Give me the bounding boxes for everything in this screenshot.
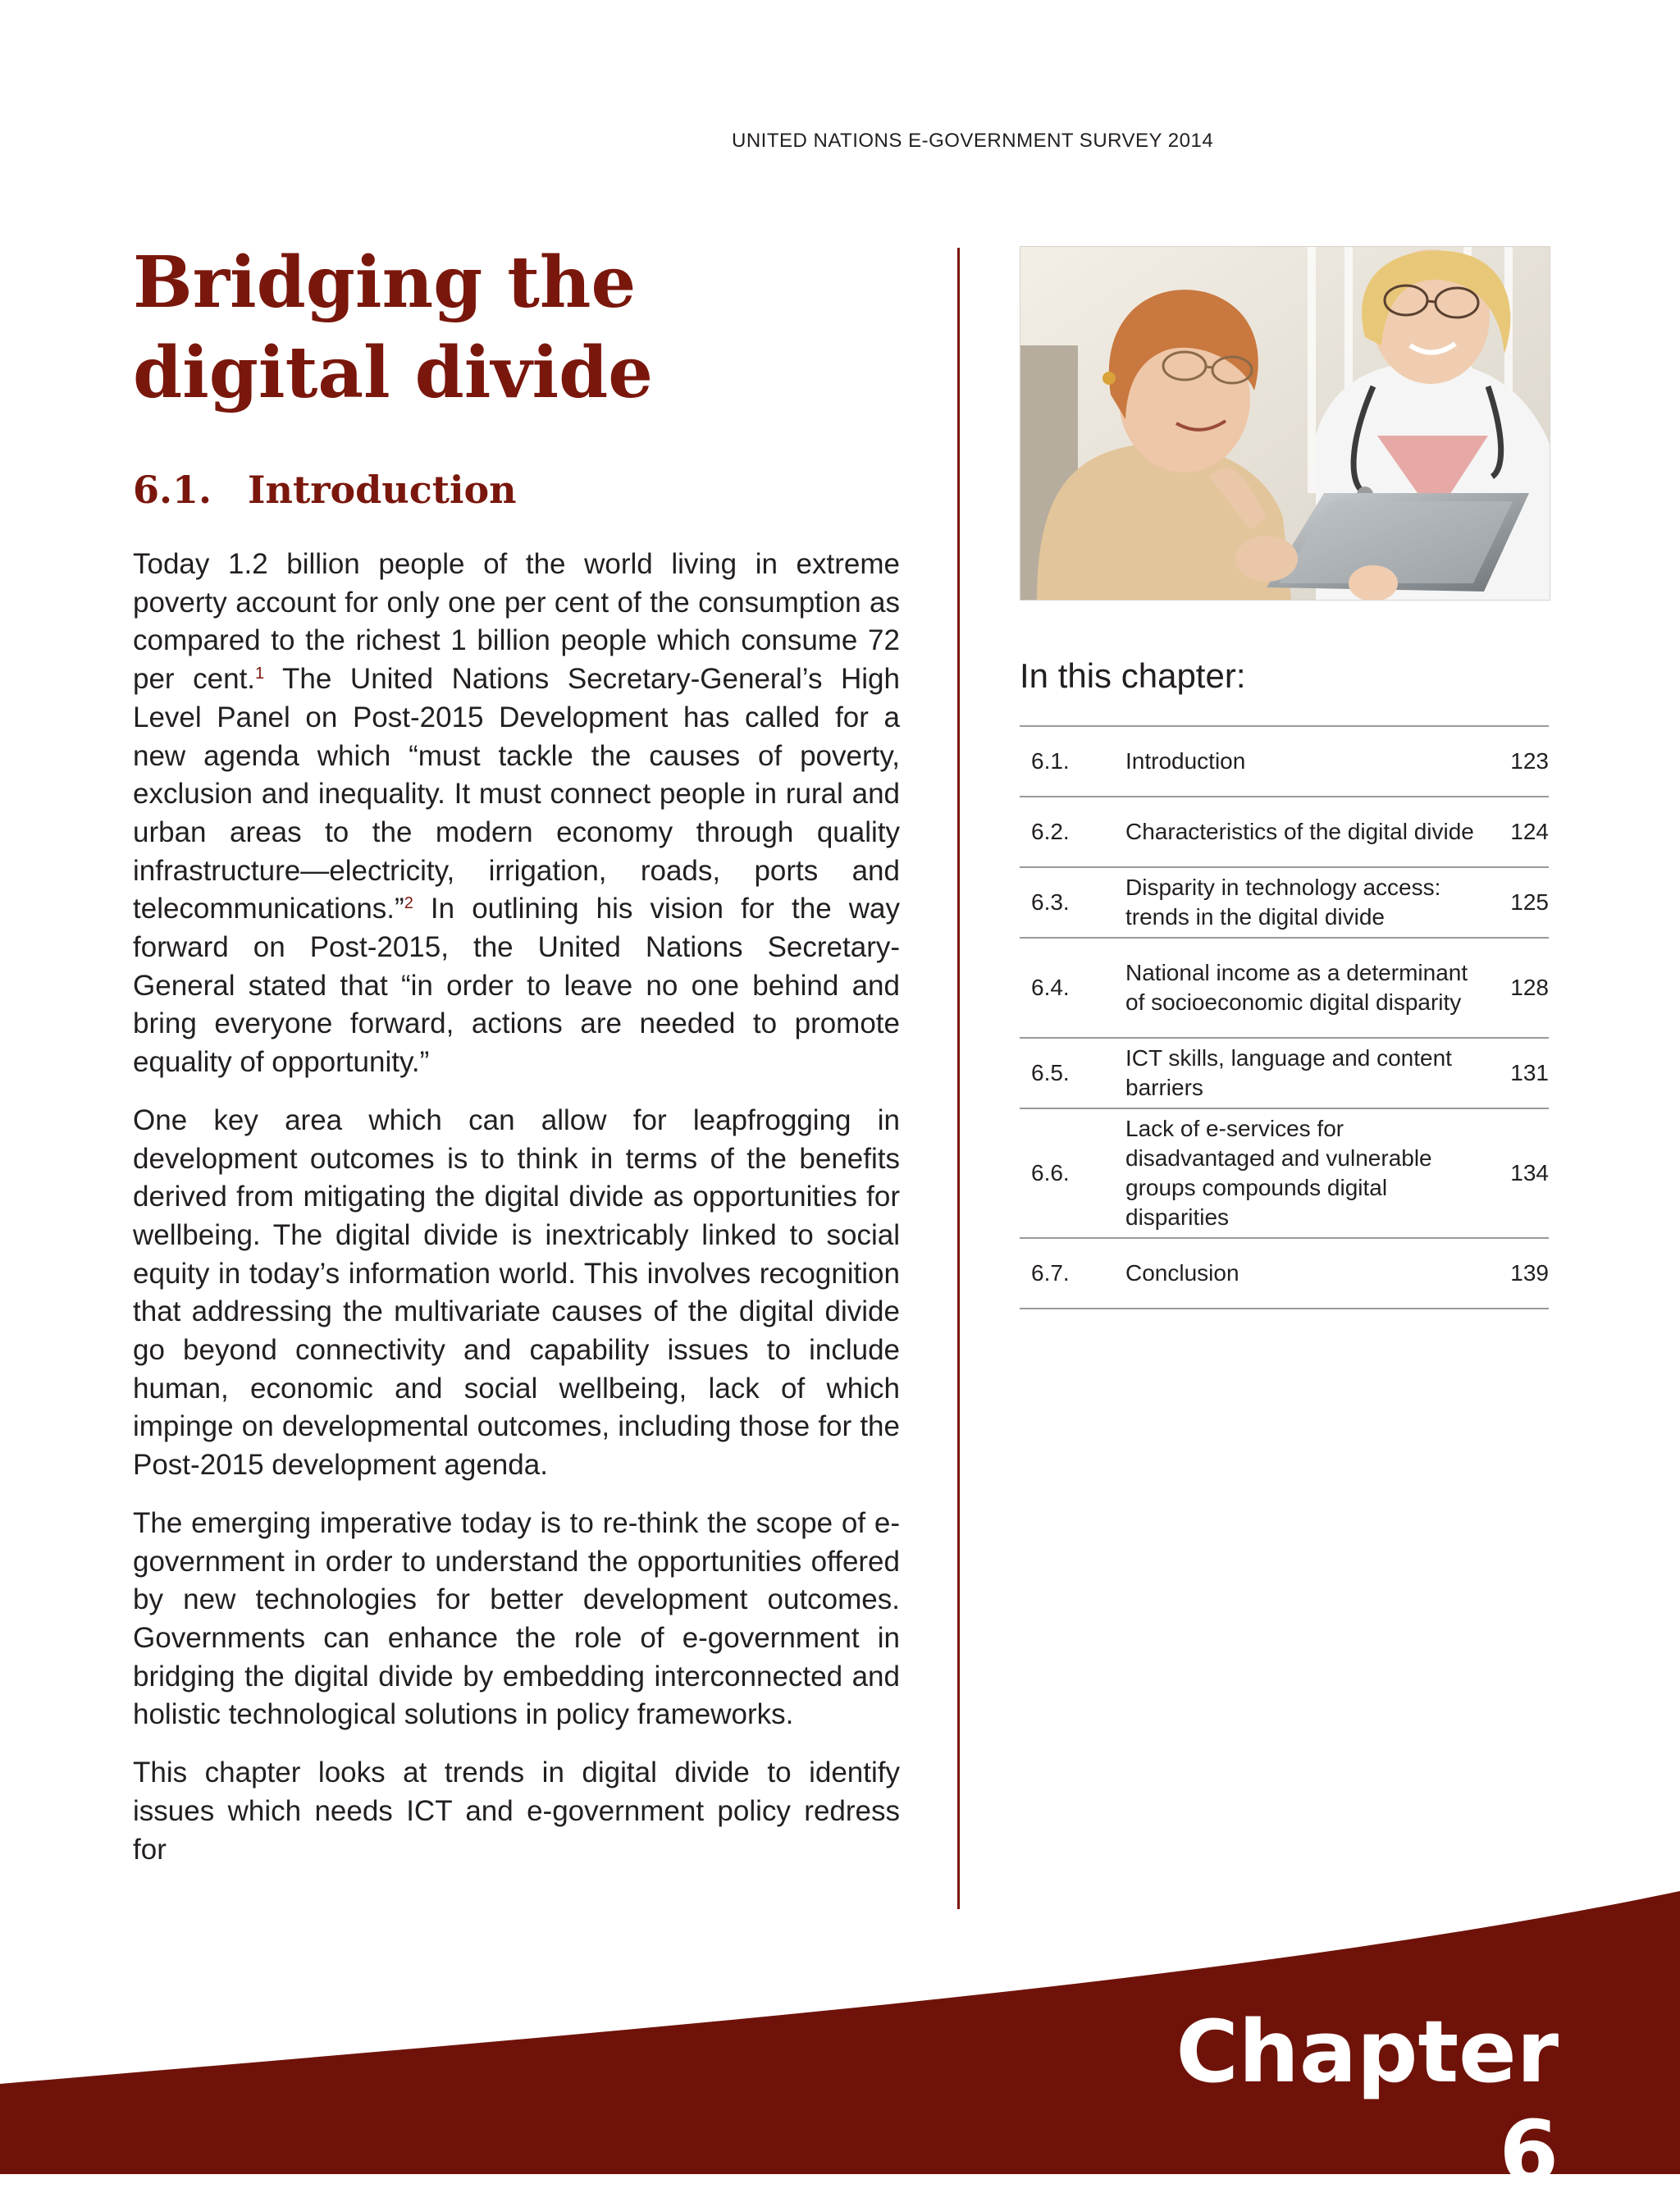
- toc-item-page: 128: [1510, 975, 1549, 1000]
- toc-item-number: 6.7.: [1031, 1260, 1070, 1286]
- toc-item-page: 139: [1510, 1260, 1549, 1286]
- chapter-toc: [1020, 725, 1549, 1309]
- toc-item-page: 123: [1510, 748, 1549, 774]
- paragraph-2: One key area which can allow for leapfrogging in development outcomes is to think in terms of the benefits derived from mitigating the digital divide as opportunities for wellbeing. The digital divide is inextricably linked to social equity in today’s information world. This involves recognition that addressing the multivariate causes of the digital divide go beyond connectivity and capability issues to include human, economic and social wellbeing, lack of which impinge on developmental outcomes, including those for the Post-2015 development agenda.: [133, 1103, 900, 1482]
- section-number: 6.1.: [133, 468, 212, 512]
- toc-item-page: 125: [1510, 889, 1549, 915]
- footnote-ref-1[interactable]: 1: [255, 665, 265, 683]
- toc-item-number: 6.1.: [1031, 748, 1070, 774]
- paragraph-1-part-a: Today 1.2 billion people of the world living in extreme poverty account for only one per cent of the consumption as compared to the richest 1 billion people which consume 72 per cent.: [133, 548, 900, 696]
- doctor-patient-tablet-photo: [1020, 246, 1550, 601]
- chapter-label: Chapter 6: [1176, 2002, 1559, 2202]
- toc-item-title: ICT skills, language and content barriers: [1125, 1045, 1452, 1100]
- toc-item-number: 6.4.: [1031, 975, 1070, 1000]
- toc-item-page: 124: [1510, 819, 1549, 844]
- paragraph-4: This chapter looks at trends in digital divide to identify issues which needs ICT and e-government policy redress for: [133, 1757, 900, 1866]
- toc-item-title: Lack of e-services for disadvantaged and vulnerable groups compounds digital disparities: [1125, 1116, 1432, 1230]
- toc-item-page: 131: [1510, 1060, 1549, 1085]
- toc-item-title: Introduction: [1125, 748, 1246, 774]
- toc-item[interactable]: [1020, 868, 1549, 939]
- toc-item[interactable]: [1020, 939, 1549, 1039]
- paragraph-1-part-c: In outlining his vision for the way forward on Post-2015, the United Nations Secretary-General stated that “in order to leave no one behind and bring everyone forward, actions are needed to promote equality of opportunity.”: [133, 893, 900, 1079]
- toc-item-title: Characteristics of the digital divide: [1125, 819, 1474, 844]
- toc-heading: In this chapter:: [1020, 656, 1246, 695]
- paragraph-1: [133, 546, 900, 1082]
- toc-item-title: Disparity in technology access: trends in the digital divide: [1125, 875, 1441, 930]
- paragraph-1-part-b: The United Nations Secretary-General’s High Level Panel on Post-2015 Development has called for a new agenda which “must tackle the causes of poverty, exclusion and inequality. It must connect people in rural and urban areas to the modern economy through quality infrastructure—electricity, irrigation, roads, ports and telecommunications.”: [133, 663, 900, 925]
- toc-item-page: 134: [1510, 1160, 1549, 1186]
- paragraph-3: The emerging imperative today is to re-think the scope of e-government in order to understand the opportunities offered by new technologies for better development outcomes. Governments can enhance the role of e-government in bridging the digital divide by embedding interconnected and holistic technological solutions in policy frameworks.: [133, 1506, 900, 1731]
- toc-item-title: Conclusion: [1125, 1260, 1239, 1286]
- toc-item-number: 6.5.: [1031, 1060, 1070, 1085]
- toc-item[interactable]: [1020, 727, 1549, 797]
- toc-item[interactable]: [1020, 1109, 1549, 1239]
- toc-item[interactable]: [1020, 1039, 1549, 1109]
- toc-item[interactable]: [1020, 1239, 1549, 1309]
- toc-item-number: 6.3.: [1031, 889, 1070, 915]
- footnote-ref-2[interactable]: 2: [404, 894, 413, 913]
- toc-item-number: 6.2.: [1031, 819, 1070, 844]
- toc-item-number: 6.6.: [1031, 1160, 1070, 1186]
- toc-item[interactable]: [1020, 797, 1549, 868]
- chapter-title: Bridging the digital divide: [133, 241, 653, 414]
- section-heading: [133, 468, 517, 512]
- toc-item-title: National income as a determinant of socioeconomic digital disparity: [1125, 960, 1468, 1015]
- running-header: UNITED NATIONS E-GOVERNMENT SURVEY 2014: [732, 130, 1214, 152]
- section-title: Introduction: [248, 468, 517, 512]
- column-divider: [957, 248, 960, 1909]
- body-text: [133, 546, 900, 1889]
